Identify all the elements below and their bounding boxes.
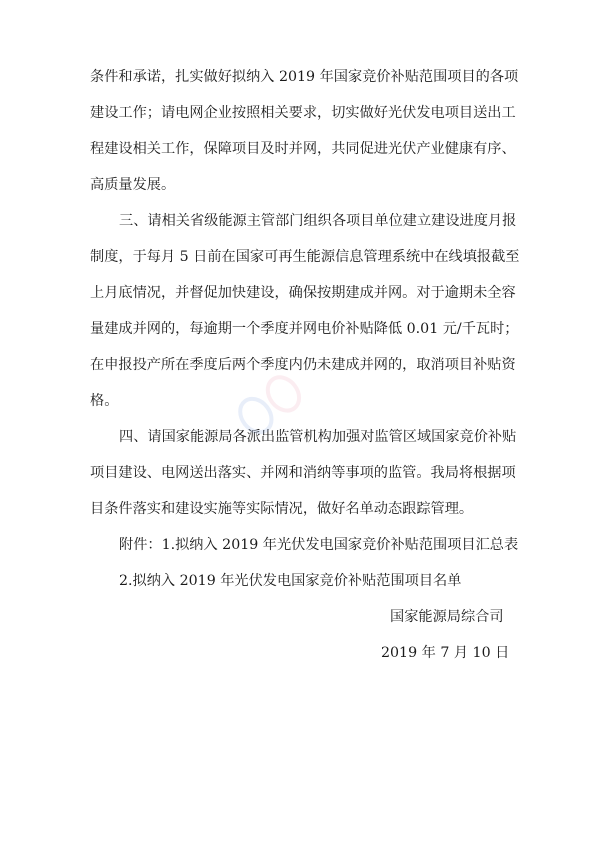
paragraph-line: 三、请相关省级能源主管部门组织各项目单位建立建设进度月报 (119, 213, 517, 229)
attachment-line-2: 2.拟纳入 2019 年光伏发电国家竞价补贴范围项目名单 (119, 573, 462, 589)
issuer-name: 国家能源局综合司 (390, 609, 504, 625)
paragraph-line: 建设工作；请电网企业按照相关要求，切实做好光伏发电项目送出工 (90, 105, 516, 121)
paragraph-line: 目条件落实和建设实施等实际情况，做好名单动态跟踪管理。 (90, 501, 474, 517)
paragraph-line: 条件和承诺，扎实做好拟纳入 2019 年国家竞价补贴范围项目的各项 (90, 69, 519, 85)
paragraph-line: 格。 (90, 393, 119, 409)
paragraph-line: 制度，于每月 5 日前在国家可再生能源信息管理系统中在线填报截至 (90, 249, 520, 265)
paragraph-line: 在申报投产所在季度后两个季度内仍未建成并网的，取消项目补贴资 (90, 357, 516, 373)
attachment-line-1: 附件：1.拟纳入 2019 年光伏发电国家竞价补贴范围项目汇总表 (119, 537, 519, 553)
paragraph-line: 量建成并网的，每逾期一个季度并网电价补贴降低 0.01 元/千瓦时； (90, 321, 519, 337)
paragraph-line: 上月底情况，并督促加快建设，确保按期建成并网。对于逾期未全容 (90, 285, 516, 301)
paragraph-line: 四、请国家能源局各派出监管机构加强对监管区域国家竞价补贴 (119, 429, 517, 445)
issue-date: 2019 年 7 月 10 日 (381, 645, 510, 661)
paragraph-line: 高质量发展。 (90, 177, 176, 193)
paragraph-line: 项目建设、电网送出落实、并网和消纳等事项的监管。我局将根据项 (90, 465, 516, 481)
paragraph-line: 程建设相关工作，保障项目及时并网，共同促进光伏产业健康有序、 (90, 141, 516, 157)
